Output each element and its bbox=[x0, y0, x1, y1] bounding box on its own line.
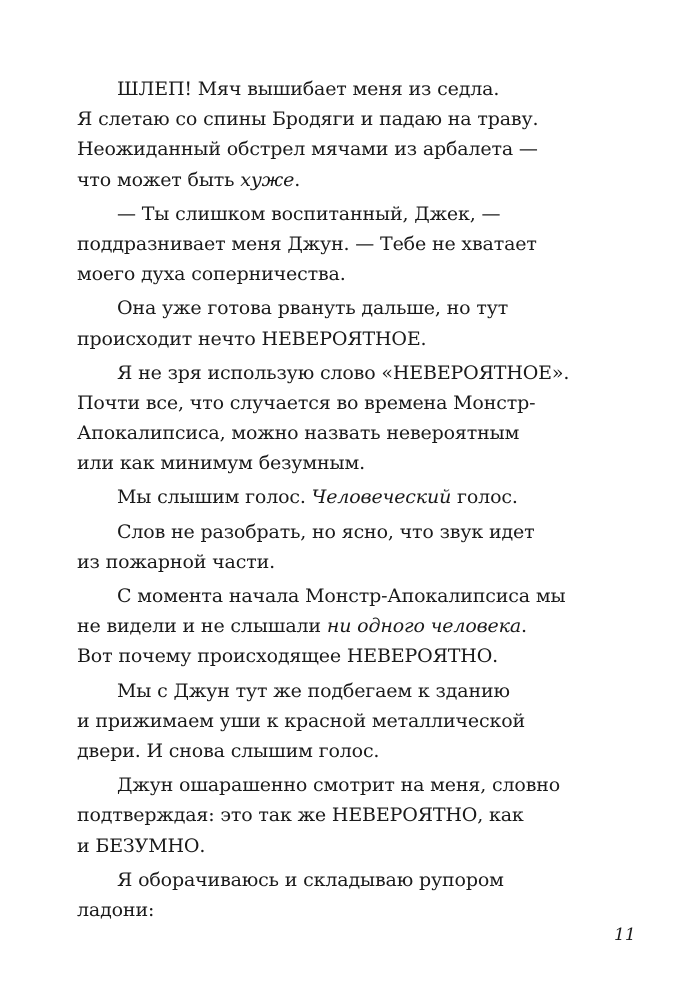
text-line bbox=[77, 324, 597, 354]
text-line bbox=[77, 199, 597, 229]
text-segment: . bbox=[521, 615, 527, 638]
text-segment: голос. bbox=[451, 486, 518, 509]
paragraph bbox=[77, 676, 597, 767]
text-segment: Слов не разобрать, но ясно, что звук идет bbox=[117, 520, 535, 543]
text-segment: Апокалипсиса, можно назвать невероятным bbox=[77, 422, 520, 445]
paragraph bbox=[77, 865, 597, 925]
paragraph bbox=[77, 770, 597, 861]
text-segment: Я оборачиваюсь и складываю рупором bbox=[117, 868, 504, 891]
page-number: 11 bbox=[614, 925, 636, 945]
text-line bbox=[77, 800, 597, 830]
text-line bbox=[77, 229, 597, 259]
text-segment: Вот почему происходящее НЕВЕРОЯТНО. bbox=[77, 645, 499, 668]
text-line bbox=[77, 74, 597, 104]
text-line bbox=[77, 358, 597, 388]
text-line bbox=[77, 895, 597, 925]
text-line bbox=[77, 134, 597, 164]
italic-segment: хуже bbox=[240, 168, 295, 191]
paragraph bbox=[77, 199, 597, 290]
text-segment: подтверждая: это так же НЕВЕРОЯТНО, как bbox=[77, 804, 524, 827]
text-segment: Почти все, что случается во времена Монстр- bbox=[77, 391, 536, 414]
italic-segment: ни одного человека bbox=[326, 615, 522, 638]
text-line bbox=[77, 641, 597, 671]
text-segment: Мы с Джун тут же подбегаем к зданию bbox=[117, 679, 510, 702]
text-segment: происходит нечто НЕВЕРОЯТНОЕ. bbox=[77, 327, 427, 350]
text-segment: Она уже готова рвануть дальше, но тут bbox=[117, 297, 509, 320]
text-line bbox=[77, 165, 597, 195]
text-segment: из пожарной части. bbox=[77, 550, 275, 573]
text-line bbox=[77, 676, 597, 706]
text-line bbox=[77, 770, 597, 800]
text-segment: Я слетаю со спины Бродяги и падаю на траву. bbox=[77, 108, 539, 131]
text-line bbox=[77, 388, 597, 418]
text-segment: . bbox=[294, 168, 301, 191]
text-line bbox=[77, 706, 597, 736]
text-segment: — Ты слишком воспитанный, Джек, — bbox=[117, 202, 501, 225]
text-segment: ладони: bbox=[77, 898, 155, 921]
text-segment: или как минимум безумным. bbox=[77, 452, 365, 475]
paragraph bbox=[77, 517, 597, 577]
paragraph bbox=[77, 293, 597, 353]
paragraph bbox=[77, 358, 597, 479]
text-segment: и прижимаем уши к красной металлической bbox=[77, 709, 526, 732]
text-segment: не видели и не слышали bbox=[77, 615, 327, 638]
text-line bbox=[77, 736, 597, 766]
text-segment: Джун ошарашенно смотрит на меня, словно bbox=[117, 774, 561, 797]
text-segment: двери. И снова слышим голос. bbox=[77, 739, 380, 762]
text-segment: моего духа соперничества. bbox=[77, 263, 346, 286]
text-line bbox=[77, 831, 597, 861]
text-line bbox=[77, 611, 597, 641]
paragraph bbox=[77, 581, 597, 672]
text-segment: что может быть bbox=[77, 168, 241, 191]
text-segment: С момента начала Монстр-Апокалипсиса мы bbox=[117, 585, 566, 607]
text-line bbox=[77, 581, 597, 611]
text-line bbox=[77, 865, 597, 895]
page-body bbox=[77, 74, 597, 925]
text-line bbox=[77, 482, 597, 512]
text-segment: поддразнивает меня Джун. — Тебе не хватает bbox=[77, 232, 537, 255]
text-segment: Неожиданный обстрел мячами из арбалета — bbox=[77, 138, 538, 161]
text-line bbox=[77, 104, 597, 134]
text-line bbox=[77, 293, 597, 323]
text-line bbox=[77, 259, 597, 289]
text-segment: Я не зря использую слово «НЕВЕРОЯТНОЕ». bbox=[117, 361, 570, 384]
paragraph bbox=[77, 74, 597, 195]
text-segment: Мы слышим голос. bbox=[117, 486, 312, 509]
paragraph bbox=[77, 482, 597, 512]
italic-segment: Человеческий bbox=[311, 486, 452, 509]
text-line bbox=[77, 418, 597, 448]
text-line bbox=[77, 547, 597, 577]
text-line bbox=[77, 517, 597, 547]
text-segment: ШЛЕП! Мяч вышибает меня из седла. bbox=[117, 78, 500, 100]
text-line bbox=[77, 448, 597, 478]
text-segment: и БЕЗУМНО. bbox=[77, 834, 206, 857]
